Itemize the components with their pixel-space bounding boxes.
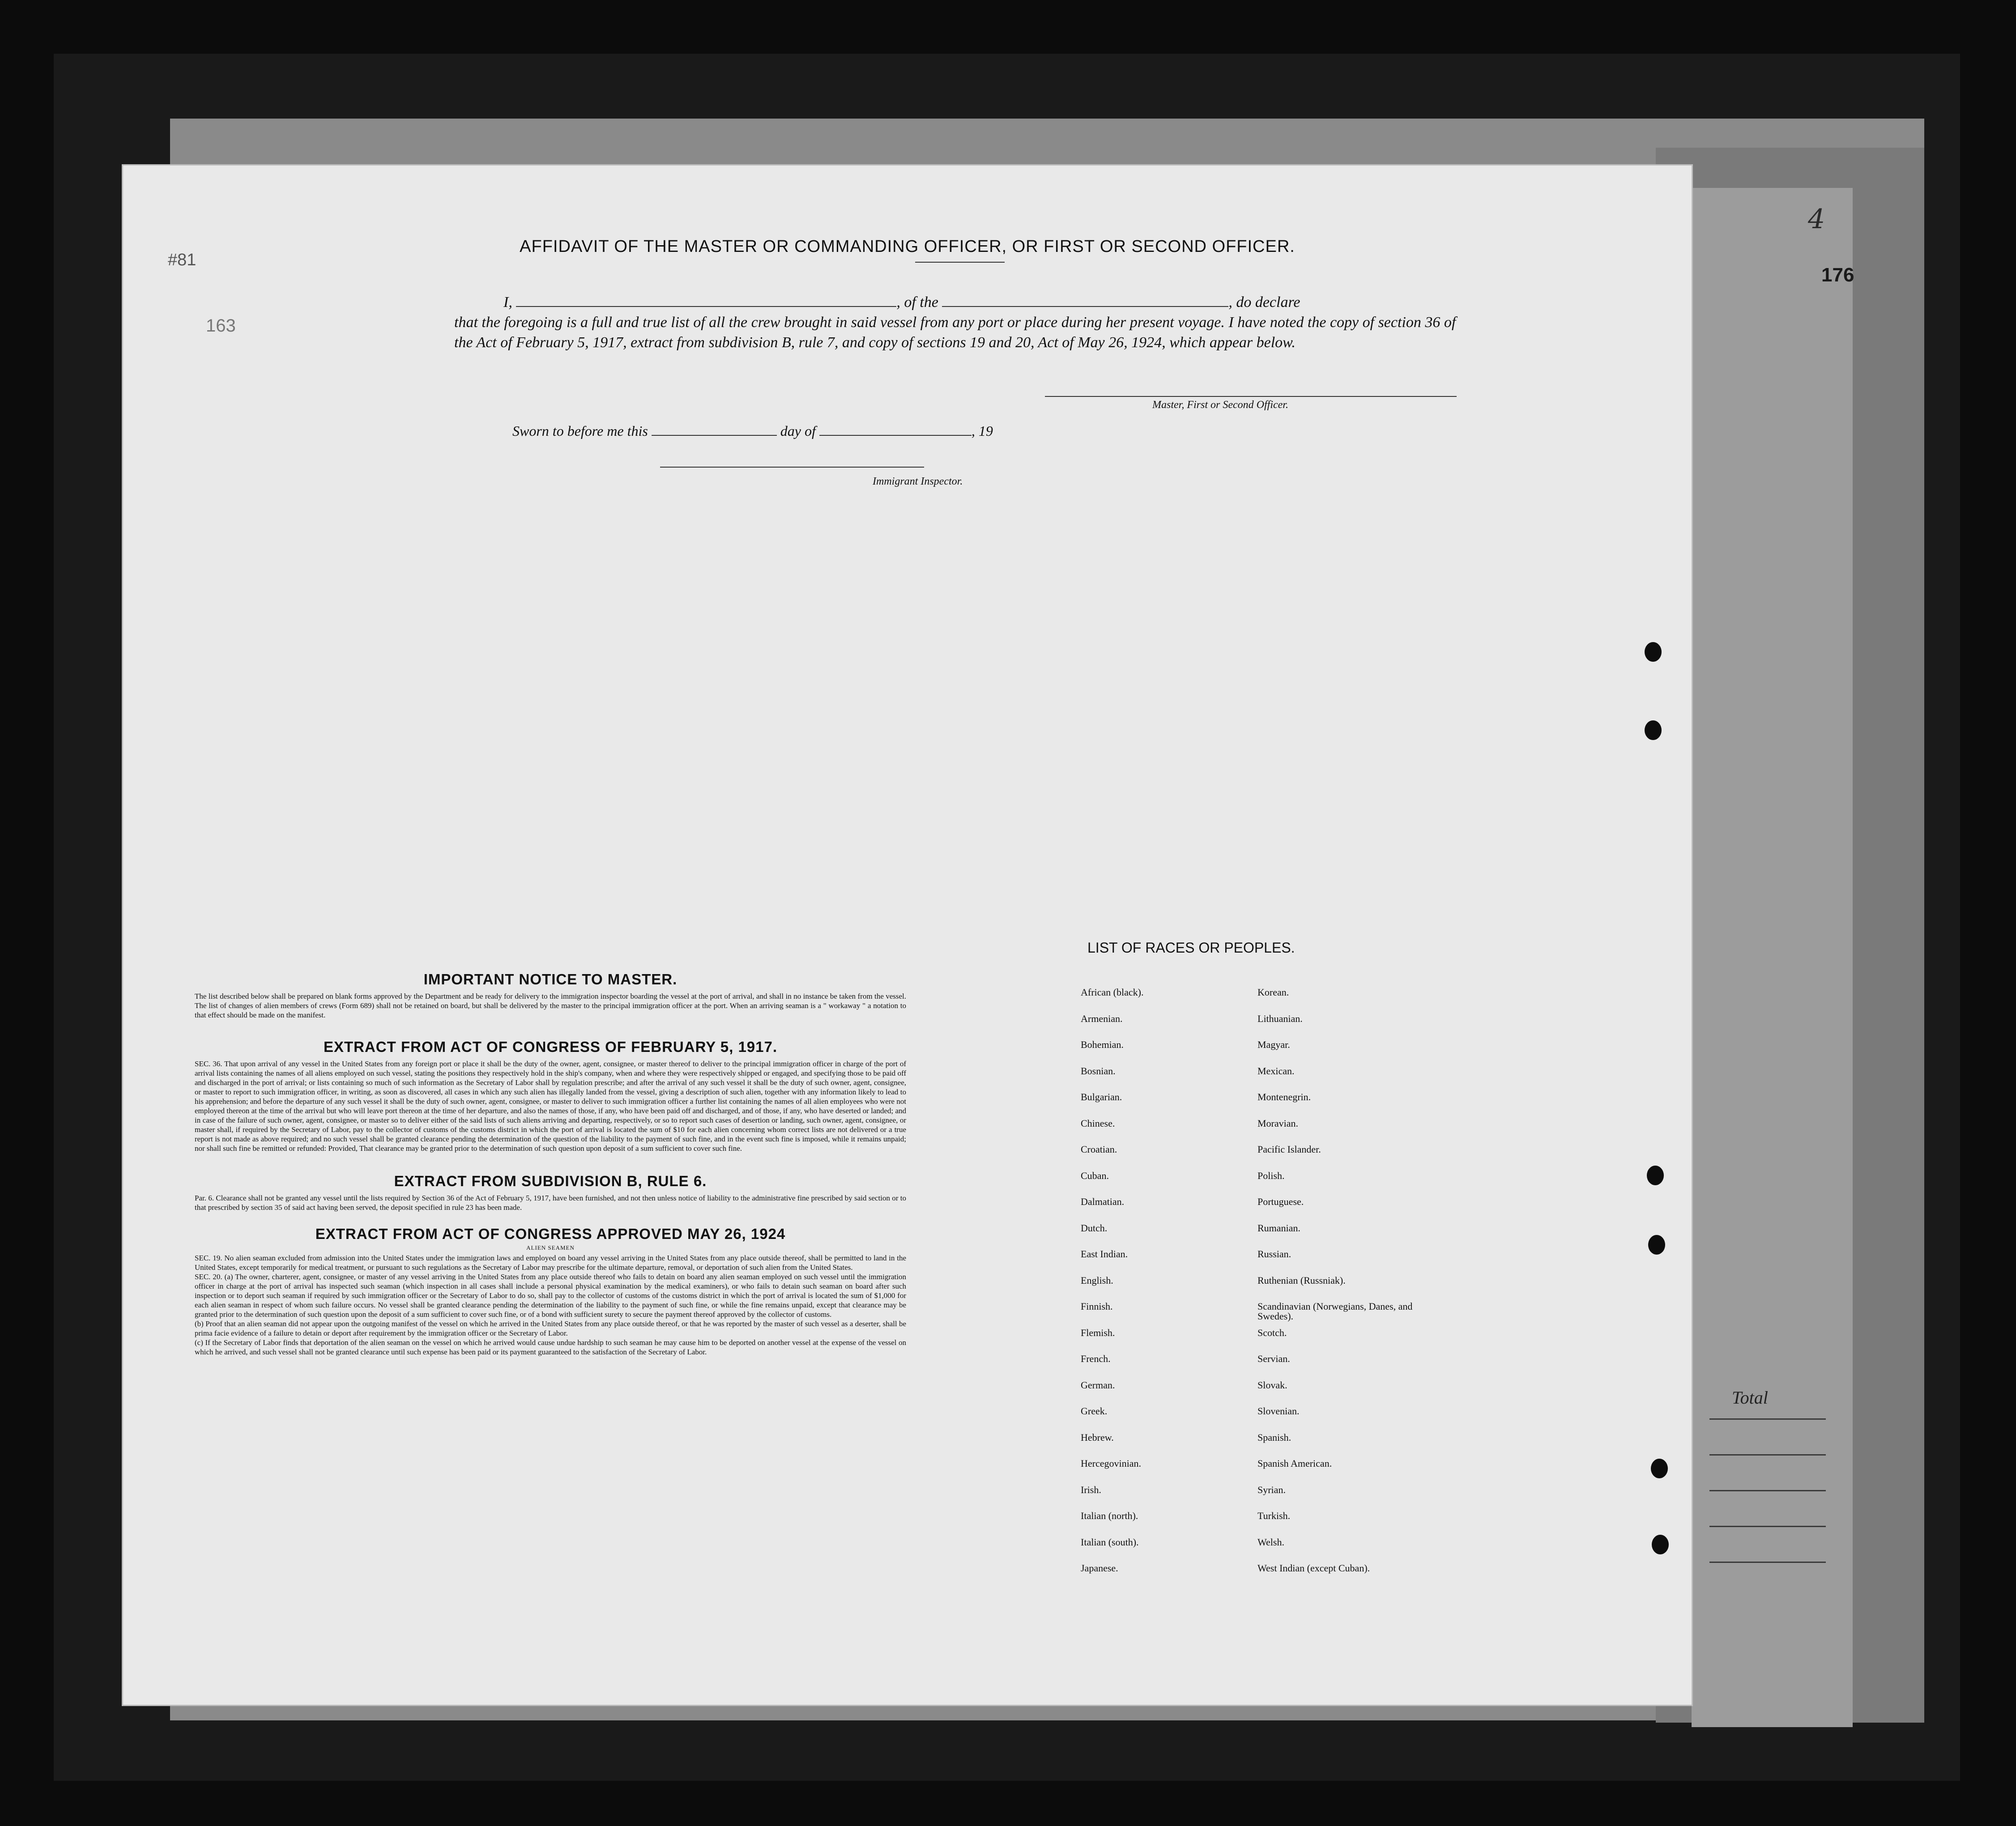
race-item: Syrian. xyxy=(1257,1484,1286,1495)
faded-page-mark: 163 xyxy=(206,316,236,336)
race-item: Portuguese. xyxy=(1257,1196,1304,1207)
total-tally-box xyxy=(1709,1392,1871,1579)
race-item: Slovak. xyxy=(1257,1379,1287,1391)
race-item: Moravian. xyxy=(1257,1117,1299,1129)
race-item: Chinese. xyxy=(1081,1117,1115,1129)
name-blank[interactable] xyxy=(516,293,896,307)
extract-rule6-text: Par. 6. Clearance shall not be granted any vessel until the lists required by Section 36 of the Act of February 5, 1917, have been furnished, and not then unless notice of liability to the administrative fine prescribed by said section or to that prescribed by section 35 of said act having been served, the deposit specified in rule 23 has been made. xyxy=(195,1194,906,1212)
extract-1917-title: EXTRACT FROM ACT OF CONGRESS OF FEBRUARY 5, 1917. xyxy=(323,1039,778,1055)
punch-hole xyxy=(1647,1166,1664,1185)
races-list-right xyxy=(1257,987,1445,1590)
races-title: LIST OF RACES OR PEOPLES. xyxy=(1087,940,1295,956)
declaration-body: that the foregoing is a full and true list of all the crew brought in said vessel from any port or place during her present voyage. I have noted the copy of section 36 of the Act of February 5, 1917, extract from subdivision B, rule 7, and copy of sections 19 and 20, Act of May 26, 1924, which appear below. xyxy=(454,314,1456,351)
race-item: African (black). xyxy=(1081,987,1144,998)
extract-1924-sec20b: (b) Proof that an alien seaman did not appear upon the outgoing manifest of the vessel on which he arrived in the United States from any place outside thereof, or that he was reported by the master of such vessel as a deserter, shall be prima facie evidence of a failure to detain or deport after requirement by the immigration officer or the Secretary of Labor. xyxy=(195,1319,906,1337)
race-item: Dalmatian. xyxy=(1081,1196,1125,1207)
race-item: Italian (south). xyxy=(1081,1536,1139,1548)
vessel-blank[interactable] xyxy=(942,293,1228,307)
race-item: Hercegovinian. xyxy=(1081,1458,1141,1469)
corner-page-number: 176 xyxy=(1821,264,1854,286)
race-item: Spanish. xyxy=(1257,1431,1291,1443)
race-item: Croatian. xyxy=(1081,1144,1117,1155)
race-item: Magyar. xyxy=(1257,1039,1290,1050)
signature-line[interactable] xyxy=(1045,396,1457,397)
race-item: Irish. xyxy=(1081,1484,1101,1495)
race-item: Pacific Islander. xyxy=(1257,1144,1321,1155)
race-item: Dutch. xyxy=(1081,1222,1108,1234)
sworn-month-blank[interactable] xyxy=(819,423,972,436)
affidavit-page xyxy=(123,166,1692,1705)
inspector-label: Immigrant Inspector. xyxy=(873,476,963,487)
races-list-left xyxy=(1081,987,1242,1590)
race-item: Bosnian. xyxy=(1081,1065,1116,1077)
legal-notices-column xyxy=(195,971,906,1357)
extract-1924-sec20a: SEC. 20. (a) The owner, charterer, agent, consignee, or master of any vessel arriving in the United States from any place outside thereof who fails to detain on board any alien seaman employed on such vessel until the immigration officer in charge at the port of arrival has inspected such seaman (which inspection in all cases shall include a personal physical examination by the medical examiners), or who fails to detain such seaman on board after such inspection or to deport such seaman if required by such immigration officer or the Secretary of Labor to do so, shall pay to the collector of customs of the customs district in which the port of arrival is located the sum of $1,000 for each alien seaman in respect of whom such failure occurs. No vessel shall be granted clearance pending the determination of the liability to the payment of such fine, or while the fine remains unpaid, except that clearance may be granted prior to the determination of such question upon the deposit of a sum sufficient to cover such fine, or of a bond with sufficient surety to secure the payment thereof approved by the collector of customs. xyxy=(195,1273,906,1319)
race-item: Lithuanian. xyxy=(1257,1013,1303,1024)
affidavit-title: AFFIDAVIT OF THE MASTER OR COMMANDING OFFICER, OR FIRST OR SECOND OFFICER. xyxy=(520,237,1295,256)
punch-hole xyxy=(1645,642,1662,662)
race-item: Slovenian. xyxy=(1257,1405,1300,1417)
race-item: East Indian. xyxy=(1081,1248,1128,1260)
race-item: Finnish. xyxy=(1081,1301,1113,1312)
inspector-signature-line[interactable] xyxy=(660,467,924,468)
race-item: Greek. xyxy=(1081,1405,1108,1417)
sworn-day-blank[interactable] xyxy=(652,423,777,436)
race-item: Bohemian. xyxy=(1081,1039,1124,1050)
total-label: Total xyxy=(1732,1388,1768,1408)
title-rule xyxy=(915,262,1005,263)
race-item: Montenegrin. xyxy=(1257,1091,1311,1102)
punch-hole xyxy=(1651,1459,1668,1478)
sworn-line: Sworn to before me this day of , 19 xyxy=(512,423,993,439)
race-item: Spanish American. xyxy=(1257,1458,1332,1469)
extract-1924-subtitle: ALIEN SEAMEN xyxy=(526,1244,575,1251)
extract-1917-text: SEC. 36. That upon arrival of any vessel in the United States from any foreign port or place it shall be the duty of the owner, agent, consignee, or master thereof to deliver to the principal immigration officer in charge of the port of arrival lists containing the names of all aliens employed on such vessel, stating the positions they respectively hold in the ship's company, when and where they were respectively shipped or engaged, and specifying those to be paid off and discharged in the port of arrival; or lists containing so much of such information as the Secretary of Labor shall by regulation prescribe; and after the arrival of any such vessel it shall be the duty of such owner, agent, consignee, or master to report to such immigration officer, in writing, as soon as discovered, all cases in which any such alien has illegally landed from the vessel, giving a description of such alien, together with any information likely to lead to his apprehension; and before the departure of any such vessel it shall be the duty of such owner, agent, consignee, or master to deliver to such immigration officer a further list containing the names of all alien employees who were not employed thereon at the time of the arrival but who will leave port thereon at the time of her departure, and also the names of those, if any, who have been paid off and discharged, and of those, if any, who have deserted or landed; and in case of the failure of such owner, agent, consignee, or master so to deliver either of the said lists of such aliens arriving and departing, respectively, or so to report such cases of desertion or landing, such owner, agent, consignee, or master shall, if required by the Secretary of Labor, pay to the collector of customs of the customs district in which the port of arrival is located the sum of $10 for each alien concerning whom correct lists are not delivered or a true report is not made as above required; and no such vessel shall be granted clearance pending the determination of the question of the liability to the payment of such fine, and in the event such fine is imposed, while it remains unpaid; nor shall such fine be remitted or refunded: Provided, That clearance may be granted prior to the determination of such question upon deposit of a sum sufficient to cover such fine. xyxy=(195,1060,906,1153)
declaration-line-1: I, , of the , do declare xyxy=(454,292,1475,312)
race-item: Turkish. xyxy=(1257,1510,1291,1521)
notice-title: IMPORTANT NOTICE TO MASTER. xyxy=(423,971,678,987)
race-item: Korean. xyxy=(1257,987,1289,998)
race-item: Welsh. xyxy=(1257,1536,1284,1548)
extract-1924-sec20c: (c) If the Secretary of Labor finds that deportation of the alien seaman on the vessel on which he arrived would cause undue hardship to such seaman he may cause him to be deported on another vessel at the expense of the vessel on which he arrived, and such vessel shall not be granted clearance until such expense has been paid or its payment guaranteed to the satisfaction of the Secretary of Labor. xyxy=(195,1338,906,1356)
punch-hole xyxy=(1652,1535,1669,1554)
race-item: Italian (north). xyxy=(1081,1510,1138,1521)
race-item: Scandinavian (Norwegians, Danes, and Swedes). xyxy=(1257,1301,1413,1322)
race-item: Flemish. xyxy=(1081,1327,1115,1338)
page-mark: #81 xyxy=(168,251,196,269)
extract-1924-sec19: SEC. 19. No alien seaman excluded from admission into the United States under the immigration laws and employed on board any vessel arriving in the United States from any place outside thereof, shall be permitted to land in the United States, except temporarily for medical treatment, or pursuant to such regulations as the Secretary of Labor may prescribe for the ultimate departure, removal, or deportation of such alien from the United States. xyxy=(195,1254,906,1272)
race-item: Cuban. xyxy=(1081,1170,1109,1181)
extract-rule6-title: EXTRACT FROM SUBDIVISION B, RULE 6. xyxy=(394,1173,707,1189)
punch-hole xyxy=(1645,720,1662,740)
race-item: Scotch. xyxy=(1257,1327,1287,1338)
race-item: Rumanian. xyxy=(1257,1222,1300,1234)
race-item: Ruthenian (Russniak). xyxy=(1257,1274,1346,1286)
race-item: Armenian. xyxy=(1081,1013,1123,1024)
race-item: West Indian (except Cuban). xyxy=(1257,1562,1370,1574)
race-item: German. xyxy=(1081,1379,1115,1391)
margin-handwritten-mark: 4 xyxy=(1808,204,1825,235)
race-item: Mexican. xyxy=(1257,1065,1295,1077)
race-item: Bulgarian. xyxy=(1081,1091,1122,1102)
race-item: English. xyxy=(1081,1274,1113,1286)
race-item: Japanese. xyxy=(1081,1562,1118,1574)
signature-label: Master, First or Second Officer. xyxy=(1152,399,1288,411)
race-item: Polish. xyxy=(1257,1170,1285,1181)
race-item: Russian. xyxy=(1257,1248,1291,1260)
punch-hole xyxy=(1648,1235,1665,1255)
notice-text: The list described below shall be prepared on blank forms approved by the Department and be ready for delivery to the immigration inspector boarding the vessel at the port of arrival, and shall in no instance be taken from the vessel. The list of changes of alien members of crews (Form 689) shall not be retained on board, but shall be delivered by the master to the principal immigration officer at the port. When an arriving seaman is a " workaway " a notation to that effect should be made on the manifest. xyxy=(195,992,906,1019)
extract-1924-title: EXTRACT FROM ACT OF CONGRESS APPROVED MAY 26, 1924 xyxy=(315,1226,786,1242)
race-item: Hebrew. xyxy=(1081,1431,1114,1443)
declaration-block xyxy=(454,292,1475,353)
race-item: Servian. xyxy=(1257,1353,1290,1364)
race-item: French. xyxy=(1081,1353,1111,1364)
